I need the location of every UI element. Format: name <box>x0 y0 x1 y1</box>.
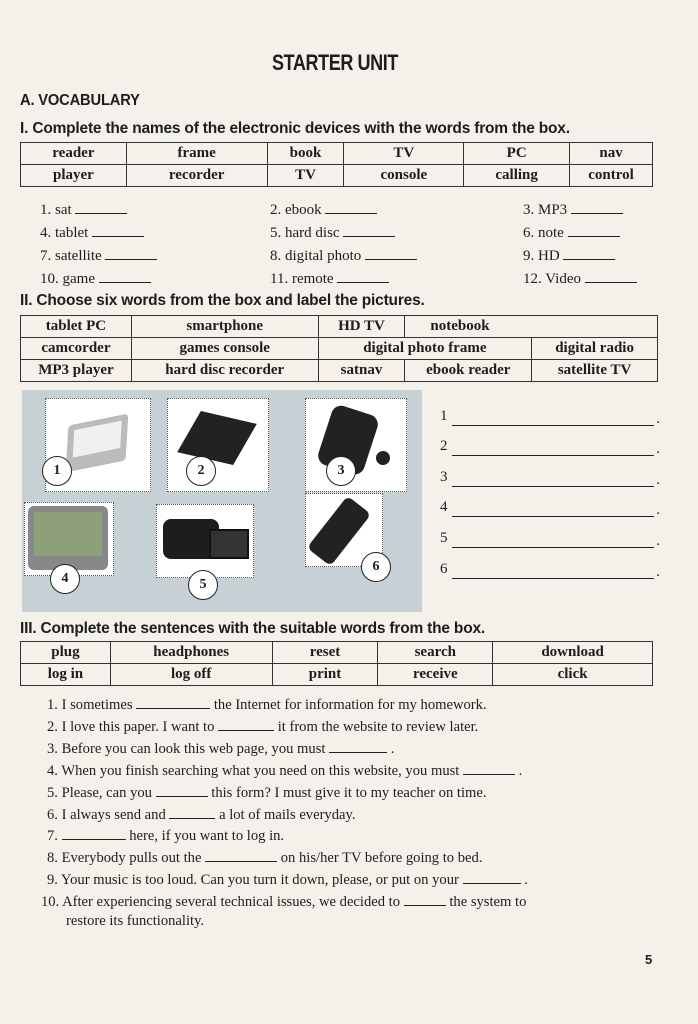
answer-blank[interactable] <box>169 805 215 819</box>
sentence-end: on his/her TV before going to bed. <box>280 850 483 867</box>
answer-number: 4 <box>440 499 448 515</box>
sentence-end: the system to <box>449 894 527 911</box>
sentence <box>47 717 478 736</box>
word: HD TV <box>318 316 405 338</box>
vocab-item-label: 3. MP3 <box>523 202 568 218</box>
word: nav <box>570 143 653 165</box>
sentence-end: the Internet for information for my homework. <box>213 697 487 713</box>
answer-blank[interactable] <box>156 783 208 797</box>
sentence-start: 8. Everybody pulls out the <box>47 850 206 867</box>
answer-blank[interactable] <box>325 200 377 214</box>
sentence-end: a lot of mails everyday. <box>219 806 356 823</box>
answer-blank[interactable] <box>99 269 151 283</box>
answer-blank[interactable] <box>329 739 387 753</box>
sentence-start: 7. <box>47 828 62 845</box>
sentence <box>47 761 522 780</box>
sentence-start: 3. Before you can look this web page, you must <box>47 740 330 757</box>
word: reset <box>272 642 378 664</box>
part1-word-box <box>20 142 653 187</box>
sentence-start: 6. I always send and <box>47 806 170 823</box>
word: MP3 player <box>21 360 132 382</box>
answer-blank[interactable] <box>585 269 637 283</box>
word: camcorder <box>21 338 132 360</box>
picture-answer-line[interactable]: 4 . <box>440 499 660 518</box>
answer-blank[interactable] <box>563 246 615 260</box>
word: search <box>378 642 493 664</box>
sentence-end: it from the website to review later. <box>277 718 479 735</box>
vocab-item <box>270 269 389 288</box>
sentence <box>47 739 394 758</box>
word: ebook reader <box>405 360 532 382</box>
word: log in <box>21 664 111 686</box>
sentence-end: here, if you want to log in. <box>129 828 285 845</box>
word: print <box>272 664 378 686</box>
answer-blank[interactable] <box>463 761 515 775</box>
answer-blank[interactable] <box>75 200 127 214</box>
vocab-item <box>523 223 620 242</box>
word: click <box>493 664 653 686</box>
vocab-item <box>40 223 144 242</box>
camcorder-picture <box>156 504 254 578</box>
word: receive <box>378 664 493 686</box>
sentence-end: . <box>390 740 395 757</box>
vocab-item-label: 11. remote <box>270 271 334 287</box>
answer-blank[interactable] <box>463 870 521 884</box>
word: frame <box>126 143 267 165</box>
vocab-item <box>523 246 615 265</box>
word: PC <box>464 143 570 165</box>
word: control <box>570 165 653 187</box>
answer-blank[interactable] <box>337 269 389 283</box>
sentence-start: 4. When you finish searching what you need on this website, you must <box>47 762 463 779</box>
digital-photo-frame-picture <box>167 398 269 492</box>
vocab-item-label: 2. ebook <box>270 202 322 218</box>
sentence-start: 10. After experiencing several technical issues, we decided to <box>41 894 404 911</box>
picture-answer-line[interactable]: 1 . <box>440 408 660 427</box>
word: tablet PC <box>21 316 132 338</box>
pictures-panel <box>22 390 422 612</box>
vocab-item <box>523 200 623 219</box>
picture-number: 1 <box>42 456 72 486</box>
picture-number: 3 <box>326 456 356 486</box>
picture-answer-line[interactable]: 5 . <box>440 530 660 549</box>
sentence <box>41 892 526 911</box>
section-a-heading: A. VOCABULARY <box>20 92 140 109</box>
answer-blank[interactable] <box>404 892 446 906</box>
word: smartphone <box>131 316 318 338</box>
word: console <box>344 165 464 187</box>
vocab-item <box>270 246 417 265</box>
answer-blank[interactable] <box>571 200 623 214</box>
word: digital radio <box>532 338 658 360</box>
word: TV <box>344 143 464 165</box>
sentence <box>47 870 528 889</box>
word: TV <box>267 165 344 187</box>
word: recorder <box>126 165 267 187</box>
part1-heading: I. Complete the names of the electronic devices with the words from the box. <box>20 120 570 137</box>
sentence-start: 5. Please, can you <box>47 784 156 801</box>
vocab-item-label: 4. tablet <box>40 225 89 241</box>
picture-answer-line[interactable]: 3 . <box>440 469 660 488</box>
word: reader <box>21 143 127 165</box>
word: player <box>21 165 127 187</box>
vocab-item-label: 12. Video <box>523 271 581 287</box>
word: hard disc recorder <box>131 360 318 382</box>
sentence <box>47 805 356 824</box>
answer-blank[interactable] <box>92 223 144 237</box>
sentence-start: 1. I sometimes <box>47 697 137 713</box>
word: book <box>267 143 344 165</box>
vocab-item-label: 7. satellite <box>40 248 102 264</box>
answer-blank[interactable] <box>365 246 417 260</box>
picture-number: 2 <box>186 456 216 486</box>
answer-number: 3 <box>440 469 448 485</box>
part2-heading: II. Choose six words from the box and label the pictures. <box>20 292 425 309</box>
word: games console <box>131 338 318 360</box>
sentence-start: 9. Your music is too loud. Can you turn it down, please, or put on your <box>47 872 463 889</box>
word: download <box>493 642 653 664</box>
picture-answer-line[interactable]: 6 . <box>440 561 660 580</box>
page-number: 5 <box>645 952 653 967</box>
sentence <box>47 783 486 802</box>
sentence-end: . <box>518 762 523 779</box>
vocab-item <box>523 269 637 288</box>
sentence-end: this form? I must give it to my teacher on time. <box>211 784 487 801</box>
answer-blank[interactable] <box>105 246 157 260</box>
sentence <box>47 695 487 714</box>
answer-blank[interactable] <box>343 223 395 237</box>
sentence <box>47 848 482 867</box>
part3-heading: III. Complete the sentences with the suitable words from the box. <box>20 620 485 637</box>
answer-blank[interactable] <box>568 223 620 237</box>
vocab-item-label: 8. digital photo <box>270 248 362 264</box>
vocab-item-label: 9. HD <box>523 248 560 264</box>
vocab-item <box>40 269 151 288</box>
answer-blank[interactable] <box>205 848 277 862</box>
picture-answer-line[interactable]: 2 . <box>440 438 660 457</box>
answer-number: 2 <box>440 438 448 454</box>
vocab-item <box>40 246 157 265</box>
vocab-item-label: 6. note <box>523 225 564 241</box>
word: log off <box>110 664 272 686</box>
answer-number: 6 <box>440 561 448 577</box>
word: satellite TV <box>532 360 658 382</box>
word: notebook <box>405 316 658 338</box>
mp3-player-picture <box>305 398 407 492</box>
part2-word-box <box>20 315 658 382</box>
part3-word-box <box>20 641 653 686</box>
word: calling <box>464 165 570 187</box>
page-title: STARTER UNIT <box>271 50 399 75</box>
picture-number: 6 <box>361 552 391 582</box>
vocab-item <box>40 200 127 219</box>
vocab-item <box>270 223 395 242</box>
vocab-item-label: 10. game <box>40 271 95 287</box>
picture-number: 5 <box>188 570 218 600</box>
sentence-end: . <box>524 872 528 889</box>
answer-number: 5 <box>440 530 448 546</box>
sentence-start: 2. I love this paper. I want to <box>47 718 219 735</box>
picture-number: 4 <box>50 564 80 594</box>
answer-blank[interactable] <box>218 717 274 731</box>
word: satnav <box>318 360 405 382</box>
word: headphones <box>110 642 272 664</box>
answer-blank[interactable] <box>136 695 210 709</box>
vocab-item-label: 1. sat <box>40 202 72 218</box>
sentence <box>47 826 284 845</box>
answer-blank[interactable] <box>62 826 126 840</box>
sentence-10-continuation: restore its functionality. <box>66 913 205 929</box>
vocab-item-label: 5. hard disc <box>270 225 340 241</box>
answer-number: 1 <box>440 408 448 424</box>
word: digital photo frame <box>318 338 532 360</box>
vocab-item <box>270 200 377 219</box>
word: plug <box>21 642 111 664</box>
